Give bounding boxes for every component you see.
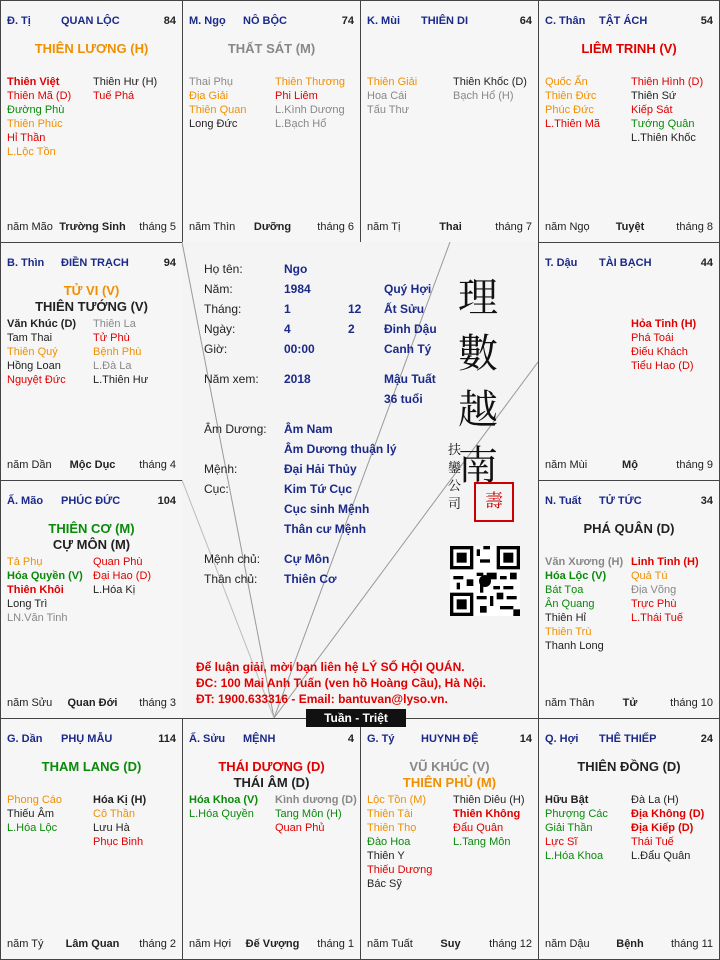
minor-star: L.Thiên Mã: [545, 118, 601, 130]
minor-star: Địa Không (D): [631, 808, 705, 820]
minor-star: Kiếp Sát: [631, 104, 673, 116]
palace-can-chi: Ấ. Mão: [7, 495, 44, 507]
minor-star: L.Hóa Kị: [93, 584, 136, 596]
palace-dau[interactable]: [538, 242, 720, 481]
palace-header: [189, 733, 356, 747]
minor-star: Thiên Quý: [7, 346, 58, 358]
palace-thin[interactable]: [0, 242, 183, 481]
palace-header: [545, 495, 715, 509]
minor-star: Thiên Không: [453, 808, 521, 820]
nam-label: Năm:: [204, 282, 233, 296]
palace-dai-han: 24: [700, 733, 713, 745]
palace-footer: [545, 459, 715, 472]
main-star: CỰ MÔN (M): [52, 537, 131, 552]
palace-year: năm Tuất: [367, 938, 413, 950]
am-duong: Âm Nam: [284, 422, 333, 436]
minor-star: Văn Xương (H): [545, 556, 624, 568]
palace-than[interactable]: [538, 0, 720, 243]
palace-name: THÊ THIẾP: [599, 733, 657, 745]
main-star: THÁI ÂM (D): [233, 775, 310, 790]
minor-star: Tuế Phá: [93, 90, 135, 102]
palace-footer: [7, 221, 178, 234]
minor-star: Phúc Đức: [545, 104, 594, 116]
palace-month: tháng 2: [139, 938, 176, 950]
minor-stars-right: [275, 793, 357, 835]
gio-label: Giờ:: [204, 342, 228, 356]
menh-chu-label: Mệnh chủ:: [204, 552, 261, 566]
minor-stars-left: [367, 75, 417, 117]
minor-stars-right: [275, 75, 345, 131]
palace-month: tháng 7: [495, 221, 532, 233]
nam-xem-label: Năm xem:: [204, 372, 259, 386]
palace-can-chi: B. Thìn: [7, 257, 45, 269]
palace-can-chi: Q. Hợi: [545, 733, 579, 745]
thang-label: Tháng:: [204, 302, 242, 316]
palace-header: [367, 15, 534, 29]
minor-star: Linh Tinh (H): [631, 556, 699, 568]
ngay-label: Ngày:: [204, 322, 236, 336]
main-star: PHÁ QUÂN (D): [583, 521, 675, 536]
minor-star: Địa Võng: [631, 584, 677, 596]
palace-can-chi: G. Tý: [367, 733, 395, 745]
minor-star: Địa Kiếp (D): [631, 822, 694, 834]
gio: 00:00: [284, 342, 315, 356]
minor-star: Thiên Quan: [189, 104, 247, 116]
contact-line-3[interactable]: ĐT: 1900.633316 - Email: bantuvan@lyso.vn.: [196, 692, 448, 706]
minor-star: L.Thái Tuế: [631, 612, 683, 624]
ho-ten: Ngo: [284, 262, 308, 276]
palace-name: PHỤ MẪU: [61, 733, 113, 745]
palace-can-chi: C. Thân: [545, 15, 586, 27]
ngay-can: Đinh Dậu: [384, 322, 437, 336]
minor-star: Phượng Các: [545, 808, 608, 820]
minor-star: Đẩu Quân: [453, 822, 504, 834]
thang: 1: [284, 302, 291, 316]
palace-dai-han: 94: [163, 257, 176, 269]
minor-stars-right: [631, 317, 696, 373]
minor-star: L.Thiên Khốc: [631, 132, 696, 144]
palace-trang-sinh: Đế Vượng: [245, 938, 300, 950]
minor-stars-left: [545, 75, 600, 131]
minor-stars-right: [631, 75, 703, 145]
palace-footer: [367, 221, 534, 234]
palace-footer: [367, 938, 534, 951]
minor-star: Thiên Đức: [545, 90, 597, 102]
minor-star: Thiên Khốc (D): [453, 76, 527, 88]
minor-star: Thiếu Dương: [367, 864, 433, 876]
minor-star: Thiếu Âm: [7, 808, 55, 820]
minor-star: Trực Phù: [631, 598, 677, 610]
palace-header: [7, 495, 178, 509]
palace-dan[interactable]: [0, 718, 183, 960]
qr-code-icon[interactable]: [450, 546, 520, 616]
ho-ten-label: Họ tên:: [204, 262, 243, 276]
palace-name: PHÚC ĐỨC: [61, 495, 121, 507]
palace-suu[interactable]: [182, 718, 361, 960]
minor-stars-left: [189, 793, 258, 821]
minor-star: Thai Phụ: [189, 76, 234, 88]
minor-star: Thiên Tài: [367, 808, 413, 820]
logo-char-1: 理: [458, 275, 498, 321]
cuc-2: Cục sinh Mệnh: [284, 502, 370, 516]
palace-trang-sinh: Lâm Quan: [65, 938, 120, 950]
minor-star: Long Đức: [189, 118, 238, 130]
minor-star: Kình dương (D): [275, 794, 357, 806]
minor-star: L.Kình Dương: [275, 104, 345, 116]
minor-star: Điếu Khách: [631, 346, 688, 358]
minor-star: Hóa Lộc (V): [545, 570, 607, 582]
minor-star: Bát Tọa: [545, 584, 584, 596]
minor-star: Tấu Thư: [367, 104, 410, 116]
minor-star: Phong Cáo: [7, 794, 63, 806]
palace-year: năm Sửu: [7, 697, 53, 709]
palace-footer: [189, 938, 356, 951]
minor-stars-right: [453, 75, 527, 103]
minor-star: Thiên Hình (D): [631, 76, 704, 88]
minor-star: Thái Tuế: [631, 836, 674, 848]
minor-star: Bạch Hổ (H): [453, 90, 514, 102]
minor-star: Hóa Kị (H): [93, 794, 147, 806]
minor-star: Thiên Thọ: [367, 822, 417, 834]
palace-name: HUYNH ĐỆ: [421, 733, 479, 745]
palace-can-chi: G. Dần: [7, 733, 43, 745]
main-star: LIÊM TRINH (V): [581, 41, 677, 56]
minor-stars-right: [93, 75, 157, 103]
palace-name: TÀI BẠCH: [599, 257, 652, 269]
minor-stars-left: [7, 793, 62, 835]
palace-can-chi: Ấ. Sửu: [189, 733, 226, 745]
palace-name: QUAN LỘC: [61, 15, 120, 27]
palace-month: tháng 11: [670, 938, 713, 950]
minor-star: Quan Phù: [93, 556, 143, 568]
minor-star: Ân Quang: [545, 598, 595, 610]
ngay: 4: [284, 322, 291, 336]
nam-xem: 2018: [284, 372, 311, 386]
red-seal-icon: 壽: [474, 482, 514, 522]
minor-star: Đường Phù: [7, 104, 65, 116]
palace-month: tháng 10: [670, 697, 713, 709]
minor-star: Tiểu Hao (D): [631, 360, 694, 372]
palace-dai-han: 84: [163, 15, 176, 27]
minor-stars-left: [7, 555, 83, 625]
palace-month: tháng 12: [489, 938, 532, 950]
palace-trang-sinh: Bệnh: [616, 938, 644, 950]
palace-ngo[interactable]: [182, 0, 361, 243]
minor-star: Hỏa Tinh (H): [631, 318, 697, 330]
palace-name: TỬ TỨC: [599, 495, 642, 507]
palace-header: [7, 15, 178, 29]
cuc-3: Thân cư Mệnh: [284, 522, 367, 536]
tuan-triet-badge: Tuần - Triệt: [306, 709, 406, 727]
palace-footer: [7, 697, 178, 710]
palace-can-chi: T. Dậu: [545, 257, 578, 269]
palace-can-chi: M. Ngọ: [189, 15, 226, 27]
palace-dai-han: 34: [700, 495, 713, 507]
minor-star: LN.Văn Tinh: [7, 612, 68, 624]
minor-stars-left: [545, 555, 623, 653]
minor-star: Thiên Hư (H): [93, 76, 158, 88]
minor-stars-left: [7, 75, 71, 159]
palace-header: [545, 257, 715, 271]
minor-star: Văn Khúc (D): [7, 318, 77, 330]
palace-trang-sinh: Tử: [622, 697, 638, 709]
minor-star: L.Đẩu Quân: [631, 850, 691, 862]
minor-star: Địa Giải: [189, 90, 229, 102]
palace-year: năm Mùi: [545, 459, 588, 471]
minor-star: L.Tang Môn: [453, 836, 511, 848]
minor-star: Tam Thai: [7, 332, 53, 344]
logo-char-2: 數: [458, 331, 498, 377]
minor-stars-right: [631, 555, 699, 625]
palace-trang-sinh: Thai: [439, 221, 462, 233]
palace-trang-sinh: Suy: [440, 938, 461, 950]
main-star: THẤT SÁT (M): [227, 41, 316, 56]
minor-star: Thiên La: [93, 318, 136, 330]
main-star: THÁI DƯƠNG (D): [218, 759, 325, 774]
minor-star: Thiên Phúc: [7, 118, 63, 130]
minor-star: Tướng Quân: [631, 118, 695, 130]
tuoi: 36 tuổi: [384, 392, 423, 406]
minor-stars-right: [631, 793, 704, 863]
palace-year: năm Ngọ: [545, 221, 590, 233]
palace-month: tháng 9: [676, 459, 713, 471]
palace-tuat[interactable]: [538, 480, 720, 719]
palace-footer: [189, 221, 356, 234]
palace-trang-sinh: Trường Sinh: [59, 221, 126, 233]
nam-can: Quý Hợi: [384, 282, 432, 296]
nam-xem-can: Mậu Tuất: [384, 372, 436, 386]
minor-star: L.Thiên Hư: [93, 374, 149, 386]
palace-month: tháng 8: [676, 221, 713, 233]
palace-mui[interactable]: [360, 0, 539, 243]
palace-year: năm Dậu: [545, 938, 590, 950]
minor-stars-left: [7, 317, 76, 387]
minor-star: Thiên Hỉ: [545, 612, 586, 624]
minor-star: Đào Hoa: [367, 836, 411, 848]
minor-stars-left: [367, 793, 432, 891]
than-chu: Thiên Cơ: [284, 572, 337, 586]
minor-star: Hồng Loan: [7, 360, 61, 372]
palace-header: [545, 15, 715, 29]
palace-trang-sinh: Tuyệt: [615, 221, 645, 233]
logo-char-4: 南: [458, 443, 498, 489]
palace-dai-han: 14: [519, 733, 532, 745]
palace-month: tháng 4: [139, 459, 176, 471]
palace-year: năm Thìn: [189, 221, 236, 233]
minor-star: Thiên Trù: [545, 626, 592, 638]
palace-month: tháng 3: [139, 697, 176, 709]
palace-trang-sinh: Mộ: [622, 459, 638, 471]
palace-dai-han: 114: [158, 733, 176, 745]
minor-star: Hoa Cái: [367, 90, 407, 102]
palace-dai-han: 74: [341, 15, 354, 27]
minor-stars-right: [93, 317, 148, 387]
minor-stars-right: [453, 793, 525, 849]
minor-star: Lộc Tồn (M): [367, 794, 427, 806]
gio-can: Canh Tý: [384, 342, 432, 356]
minor-star: Hóa Khoa (V): [189, 794, 259, 806]
palace-can-chi: K. Mùi: [367, 15, 400, 27]
minor-star: Giải Thần: [545, 822, 593, 834]
minor-star: Nguyệt Đức: [7, 374, 66, 386]
minor-star: Lưu Hà: [93, 822, 130, 834]
main-star: THIÊN CƠ (M): [48, 521, 135, 536]
menh-chu: Cự Môn: [284, 552, 330, 566]
palace-trang-sinh: Dưỡng: [253, 221, 292, 233]
minor-stars-left: [189, 75, 246, 131]
palace-trang-sinh: Quan Đới: [67, 697, 118, 709]
palace-header: [7, 733, 178, 747]
palace-year: năm Tý: [7, 938, 44, 950]
palace-header: [189, 15, 356, 29]
minor-star: Bác Sỹ: [367, 878, 402, 890]
minor-star: Lực Sĩ: [545, 836, 578, 848]
palace-can-chi: Đ. Tị: [7, 15, 31, 27]
palace-trang-sinh: Mộc Dục: [69, 459, 116, 471]
minor-stars-right: [93, 793, 146, 849]
am-duong-label: Âm Dương:: [204, 422, 267, 436]
palace-header: [367, 733, 534, 747]
palace-mao[interactable]: [0, 480, 183, 719]
minor-star: Thiên Việt: [7, 76, 60, 88]
minor-star: Quả Tú: [631, 570, 668, 582]
palace-name: THIÊN DI: [421, 15, 469, 27]
center-info-panel: [182, 242, 538, 718]
palace-dai-han: 54: [700, 15, 713, 27]
minor-star: Thiên Sứ: [631, 90, 677, 102]
minor-star: Thiên Mã (D): [7, 90, 72, 102]
minor-star: Thiên Giải: [367, 76, 418, 88]
logo-char-3: 越: [458, 387, 498, 433]
minor-star: L.Hóa Khoa: [545, 850, 604, 862]
palace-month: tháng 1: [317, 938, 354, 950]
minor-star: L.Bạch Hổ: [275, 118, 327, 130]
minor-star: Long Trì: [7, 598, 48, 610]
main-star: VŨ KHÚC (V): [409, 759, 490, 774]
logo-seal: 扶鑾公司: [448, 443, 462, 512]
palace-ti[interactable]: [0, 0, 183, 243]
palace-year: năm Dần: [7, 459, 52, 471]
palace-hoi[interactable]: [538, 718, 720, 960]
minor-star: Tử Phù: [93, 332, 130, 344]
minor-star: Đại Hao (D): [93, 570, 152, 582]
ngay-am: 2: [348, 322, 355, 336]
palace-name: NÔ BỘC: [243, 15, 287, 27]
contact-line-1: Để luận giải, mời bạn liên hệ LÝ SỐ HỘI QUÁN.: [196, 660, 465, 674]
minor-star: Hỉ Thần: [7, 132, 46, 144]
menh: Đại Hải Thủy: [284, 462, 357, 476]
palace-month: tháng 6: [317, 221, 354, 233]
palace-year: năm Mão: [7, 221, 53, 233]
palace-footer: [545, 938, 715, 951]
palace-footer: [545, 697, 715, 710]
nam: 1984: [284, 282, 311, 296]
minor-star: Cô Thần: [93, 808, 135, 820]
palace-dai-han: 104: [157, 495, 176, 507]
than-chu-label: Thân chủ:: [204, 572, 258, 586]
minor-star: Phục Binh: [93, 836, 144, 848]
minor-star: Quốc Ấn: [545, 76, 588, 88]
minor-star: Thiên Thương: [275, 76, 346, 88]
palace-footer: [7, 459, 178, 472]
am-duong-2: Âm Dương thuận lý: [284, 442, 397, 456]
palace-dai-han: 64: [519, 15, 532, 27]
palace-year: năm Thân: [545, 697, 595, 709]
palace-header: [545, 733, 715, 747]
thang-am: 12: [348, 302, 362, 316]
minor-star: Đà La (H): [631, 794, 679, 806]
palace-dai-han: 44: [700, 257, 713, 269]
palace-footer: [545, 221, 715, 234]
menh-label: Mệnh:: [204, 462, 238, 476]
main-star: THIÊN PHỦ (M): [402, 775, 497, 790]
minor-star: Hữu Bật: [545, 794, 589, 806]
palace-name: TẬT ÁCH: [599, 15, 648, 27]
main-star: THAM LANG (D): [41, 759, 142, 774]
minor-star: Thiên Khôi: [7, 584, 64, 596]
minor-star: L.Lộc Tồn: [7, 146, 56, 158]
minor-star: Tang Môn (H): [275, 808, 342, 820]
palace-dai-han: 4: [347, 733, 354, 745]
minor-stars-right: [93, 555, 151, 597]
palace-year: năm Hợi: [189, 938, 232, 950]
minor-star: Phi Liêm: [275, 90, 318, 102]
minor-star: Quan Phủ: [275, 822, 325, 834]
minor-star: L.Đà La: [93, 360, 132, 372]
main-star: THIÊN LƯƠNG (H): [34, 41, 149, 56]
minor-star: L.Hóa Lộc: [7, 822, 58, 834]
minor-star: Bệnh Phù: [93, 346, 142, 358]
main-star: THIÊN ĐỒNG (D): [577, 759, 681, 774]
minor-star: Thiên Diêu (H): [453, 794, 525, 806]
minor-star: L.Hóa Quyền: [189, 808, 254, 820]
minor-stars-left: [545, 793, 608, 863]
palace-ty[interactable]: [360, 718, 539, 960]
palace-name: ĐIỀN TRẠCH: [61, 257, 129, 269]
minor-star: Thiên Y: [367, 850, 405, 862]
palace-name: MỆNH: [243, 733, 276, 745]
main-star: TỬ VI (V): [63, 283, 120, 298]
contact-line-2: ĐC: 100 Mai Anh Tuấn (ven hồ Hoàng Cầu), Hà Nội.: [196, 676, 487, 690]
palace-header: [7, 257, 178, 271]
cuc-label: Cục:: [204, 482, 229, 496]
main-star: THIÊN TƯỚNG (V): [35, 299, 148, 314]
palace-month: tháng 5: [139, 221, 176, 233]
palace-footer: [7, 938, 178, 951]
cuc: Kim Tứ Cục: [284, 482, 353, 496]
minor-star: Thanh Long: [545, 640, 604, 652]
minor-star: Tả Phụ: [7, 556, 43, 568]
thang-can: Ất Sửu: [384, 302, 425, 316]
palace-can-chi: N. Tuất: [545, 495, 582, 507]
minor-star: Phá Toái: [631, 332, 674, 344]
palace-year: năm Tị: [367, 221, 401, 233]
minor-star: Hóa Quyền (V): [7, 570, 83, 582]
